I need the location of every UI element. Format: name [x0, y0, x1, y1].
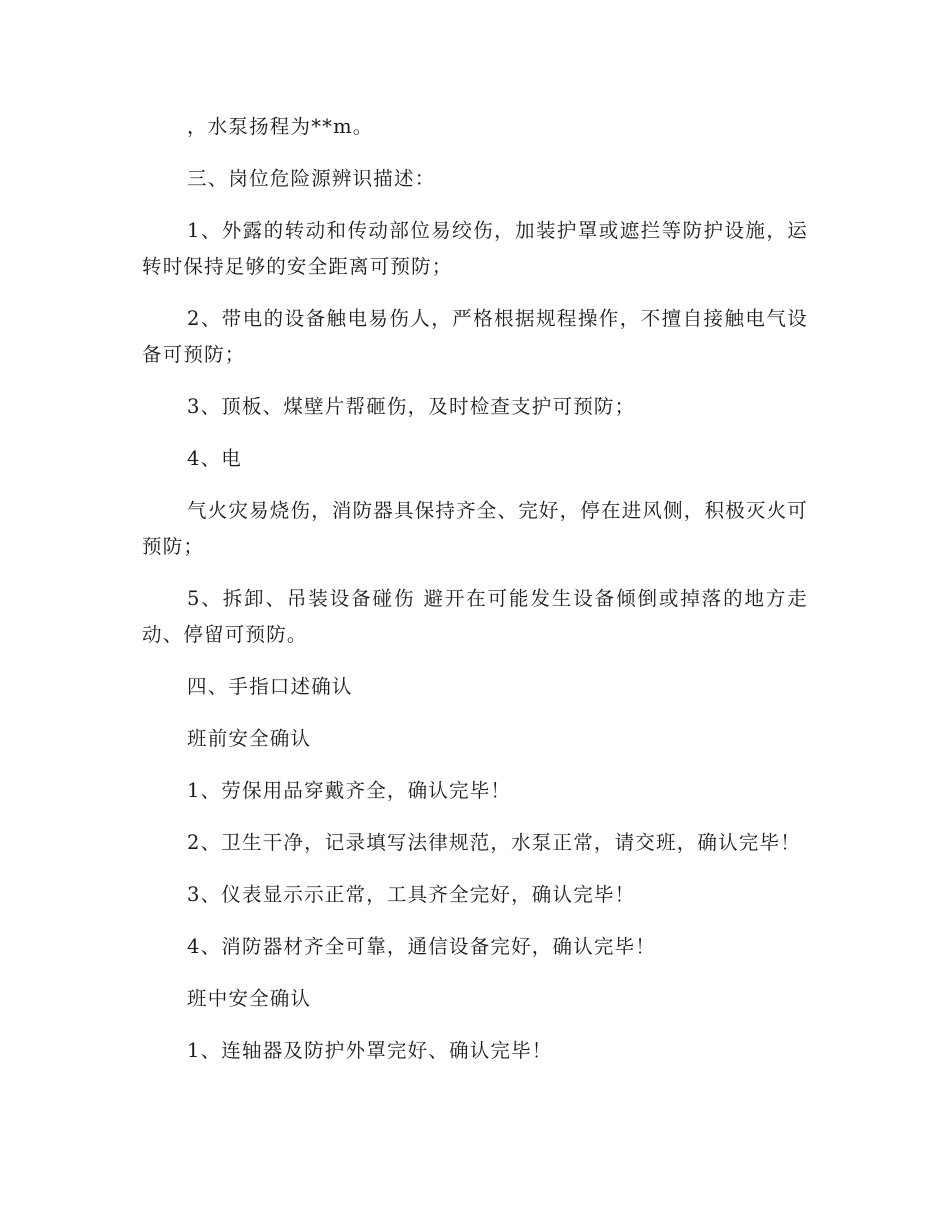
paragraph: 气火灾易烧伤，消防器具保持齐全、完好，停在进风侧，积极灭火可预防；	[142, 499, 809, 558]
paragraph: 1、劳保用品穿戴齐全，确认完毕！	[187, 779, 512, 802]
paragraph: 5、拆卸、吊装设备碰伤 避开在可能发生设备倾倒或掉落的地方走动、停留可预防。	[142, 587, 808, 646]
paragraph: 4、消防器材齐全可靠，通信设备完好，确认完毕！	[187, 935, 657, 958]
section-heading: 三、岗位危险源辨识描述：	[187, 167, 436, 190]
paragraph: 3、仪表显示示正常，工具齐全完好，确认完毕！	[187, 883, 636, 906]
paragraph: 1、外露的转动和传动部位易绞伤，加装护罩或遮拦等防护设施，运转时保持足够的安全距离可预防；	[142, 219, 808, 278]
paragraph: 4、电	[187, 447, 243, 470]
subsection-heading: 班中安全确认	[187, 987, 312, 1010]
paragraph: 2、卫生干净，记录填写法律规范，水泵正常，请交班，确认完毕！	[187, 831, 801, 854]
paragraph: 1、连轴器及防护外罩完好、确认完毕！	[187, 1039, 553, 1062]
paragraph: ，水泵扬程为**m。	[187, 115, 374, 138]
section-heading: 四、手指口述确认	[187, 675, 353, 698]
document-body	[142, 109, 808, 1085]
paragraph: 3、顶板、煤壁片帮砸伤，及时检查支护可预防；	[187, 395, 636, 418]
paragraph: 2、带电的设备触电易伤人，严格根据规程操作，不擅自接触电气设备可预防；	[142, 307, 808, 366]
subsection-heading: 班前安全确认	[187, 727, 312, 750]
